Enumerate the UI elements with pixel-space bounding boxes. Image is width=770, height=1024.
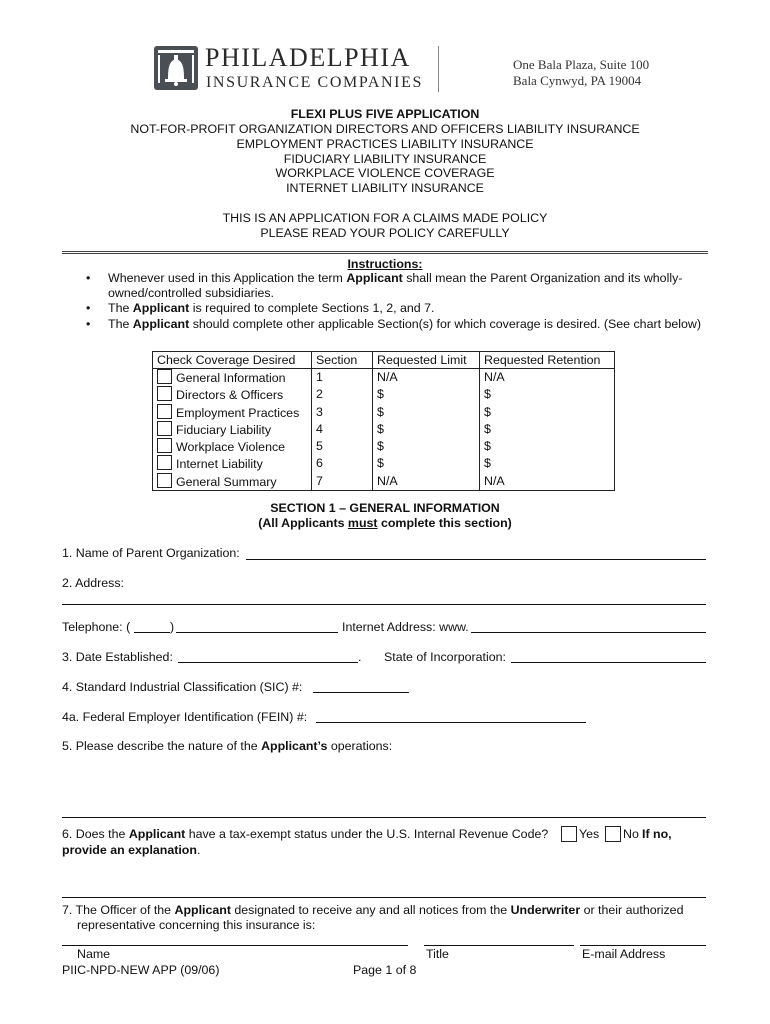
officer-email-field[interactable] [580,945,706,946]
tax-exempt-question: 6. Does the Applicant have a tax-exempt status under the U.S. Internal Revenue Code? [62,827,549,841]
table-row: General Information 1 N/A N/A [153,369,615,387]
coverage-checkbox[interactable] [157,473,172,488]
table-header-row [153,352,615,369]
table-row: General Summary 7 N/A N/A [153,473,615,491]
tax-exempt-yes-checkbox[interactable] [561,826,577,842]
date-established-label: 3. Date Established: [62,650,173,664]
coverage-checkbox[interactable] [157,438,172,453]
date-established-field[interactable] [178,662,358,663]
internet-address-field[interactable] [471,632,706,633]
coverage-checkbox[interactable] [157,369,172,384]
date-established-period: . [358,650,362,664]
explanation-field[interactable] [62,897,706,898]
area-code-field[interactable] [134,632,170,633]
officer-name-field[interactable] [62,945,408,946]
divider [62,251,708,254]
telephone-label: Telephone: ( [62,620,131,634]
officer-title-field[interactable] [424,945,574,946]
sic-label: 4. Standard Industrial Classification (SIC) #: [62,680,303,694]
header-divider [438,46,439,92]
internet-address-label: Internet Address: www. [342,620,469,634]
claims-made-notice: THIS IS AN APPLICATION FOR A CLAIMS MADE POLICY [222,211,548,225]
table-row: Workplace Violence 5 $ $ [153,438,615,455]
parent-org-label: 1. Name of Parent Organization: [62,546,240,560]
column-header: Check Coverage Desired [153,352,312,369]
name-label: Name [77,947,111,961]
address-label: 2. Address: [62,576,124,590]
instruction-item: • The Applicant should complete other applicable Section(s) for which coverage is desired. (See chart below) [86,317,706,332]
company-name: PHILADELPHIA [205,43,411,72]
table-row: Employment Practices 3 $ $ [153,404,615,421]
address-field[interactable] [62,604,706,605]
address-line-2: Bala Cynwyd, PA 19004 [513,73,642,88]
column-header: Requested Limit [373,352,480,369]
explanation-label: provide an explanation. [62,843,201,857]
fein-label: 4a. Federal Employer Identification (FEIN) #: [62,710,308,724]
coverage-title-2: EMPLOYMENT PRACTICES LIABILITY INSURANCE [236,137,534,151]
form-id: PIIC-NPD-NEW APP (09/06) [62,963,220,977]
coverage-title-3: FIDUCIARY LIABILITY INSURANCE [283,152,487,166]
table-row: Internet Liability 6 $ $ [153,455,615,472]
officer-question-line2: representative concerning this insurance is: [77,918,316,932]
company-subtitle: INSURANCE COMPANIES [206,74,423,91]
operations-field[interactable] [62,817,706,818]
coverage-checkbox[interactable] [157,386,172,401]
column-header: Section [312,352,373,369]
section-1-heading: SECTION 1 – GENERAL INFORMATION [270,501,500,515]
coverage-checkbox[interactable] [157,421,172,436]
coverage-checkbox[interactable] [157,404,172,419]
if-no-label: If no, [642,827,672,841]
table-row: Fiduciary Liability 4 $ $ [153,421,615,438]
coverage-title-1: NOT-FOR-PROFIT ORGANIZATION DIRECTORS AND OFFICERS LIABILITY INSURANCE [130,122,640,136]
coverage-checkbox[interactable] [157,455,172,470]
address-line-1: One Bala Plaza, Suite 100 [513,57,650,72]
title-label: Title [426,947,449,961]
form-title: FLEXI PLUS FIVE APPLICATION [290,107,480,121]
no-label: No [623,827,639,841]
telephone-field[interactable] [176,632,338,633]
coverage-title-4: WORKPLACE VIOLENCE COVERAGE [275,166,495,180]
column-header: Requested Retention [480,352,615,369]
instruction-item: • Whenever used in this Application the term Applicant shall mean the Parent Organization and its wholly-owned/controlled subsidiaries. [86,271,706,301]
state-incorporation-label: State of Incorporation: [384,650,506,664]
operations-label: 5. Please describe the nature of the Applicant’s operations: [62,739,393,753]
yes-label: Yes [579,827,600,841]
state-incorporation-field[interactable] [511,662,706,663]
section-1-subheading: (All Applicants must complete this section) [258,516,512,530]
fein-field[interactable] [316,722,586,723]
instructions-list [86,271,706,332]
parent-org-field[interactable] [246,559,706,560]
page-number: Page 1 of 8 [353,963,417,977]
instruction-item: • The Applicant is required to complete Sections 1, 2, and 7. [86,301,706,316]
coverage-title-5: INTERNET LIABILITY INSURANCE [286,181,484,195]
coverage-table [152,351,615,491]
tax-exempt-no-checkbox[interactable] [605,826,621,842]
table-row: Directors & Officers 2 $ $ [153,386,615,403]
liberty-bell-icon [154,46,198,90]
officer-question: 7. The Officer of the Applicant designated to receive any and all notices from the Underwriter or their authorized [62,903,684,917]
email-label: E-mail Address [582,947,666,961]
sic-field[interactable] [313,692,409,693]
telephone-paren: ) [170,620,175,634]
read-policy-notice: PLEASE READ YOUR POLICY CAREFULLY [260,226,510,240]
instructions-heading: Instructions: [347,257,423,271]
